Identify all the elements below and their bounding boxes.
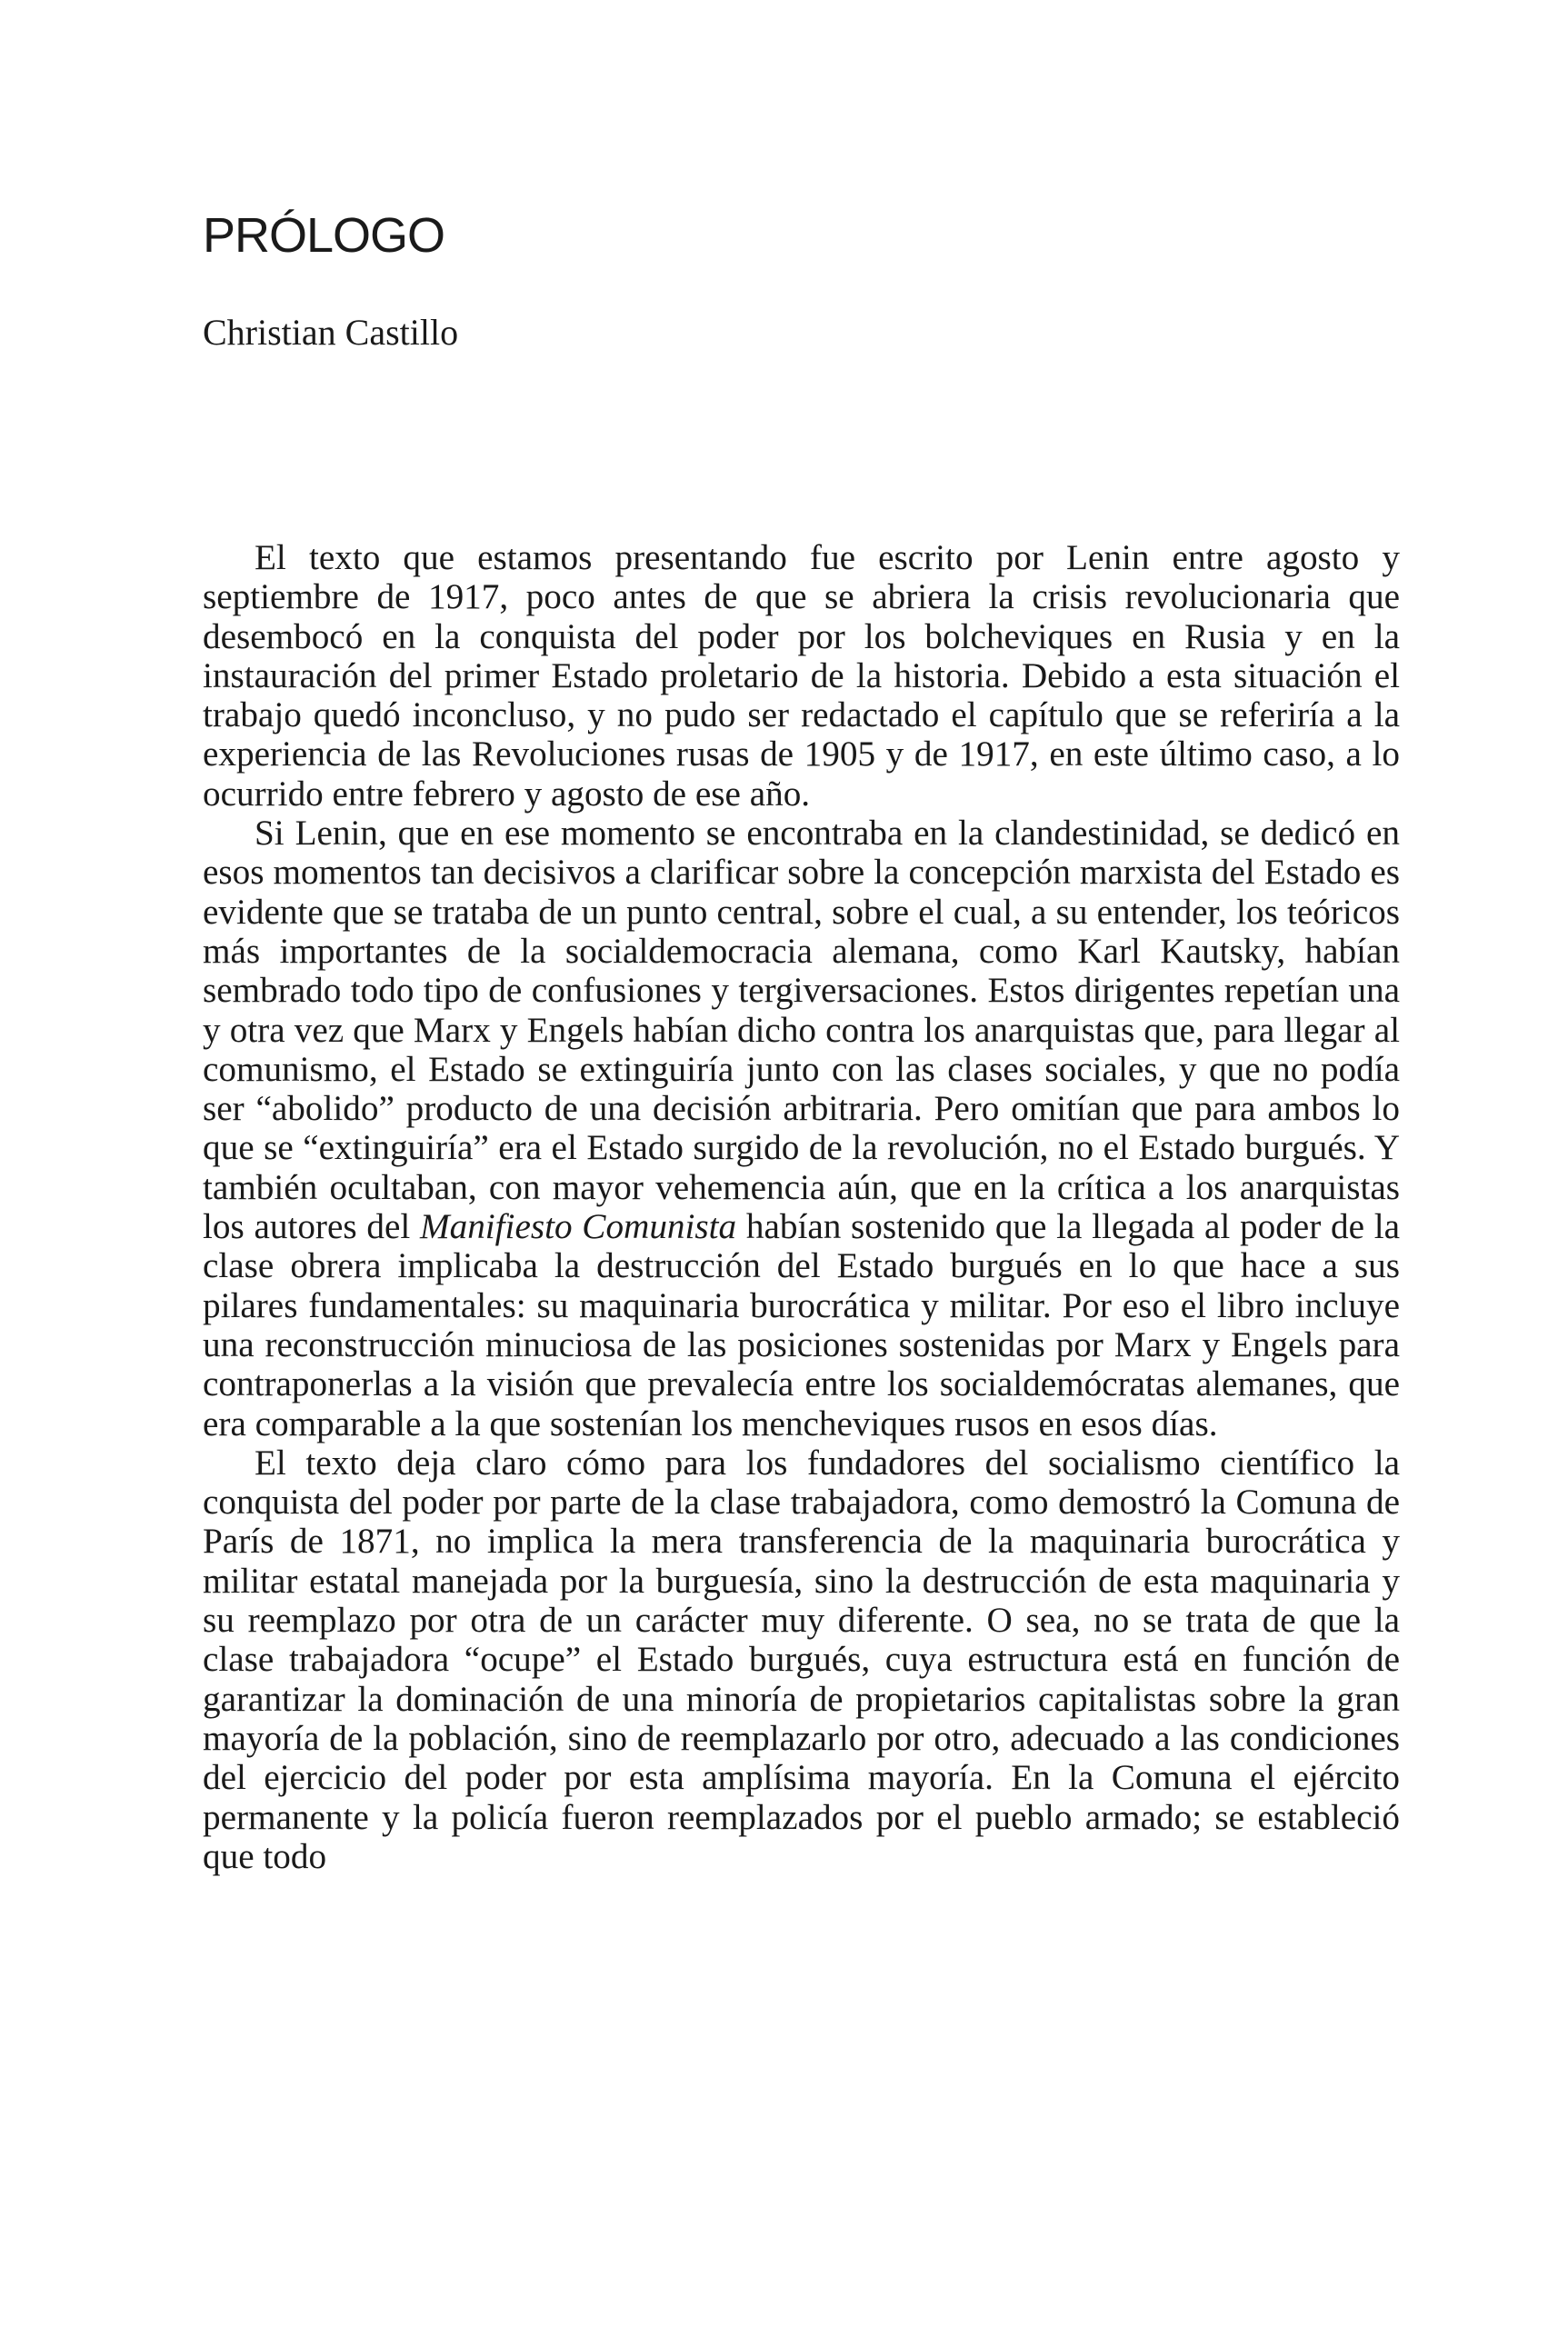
paragraph-1: El texto que estamos presentando fue escrito por Lenin entre agosto y septiembre de 1917, poco antes de que se abriera la crisis revolucionaria que desembocó en la conquista del poder por los bolcheviques en Rusia y en la instauración del primer Estado proletario de la historia. Debido a esta situación el trabajo quedó inconcluso, y no pudo ser redactado el capítulo que se referiría a la experiencia de las Revoluciones rusas de 1905 y de 1917, en este último caso, a lo ocurrido entre febrero y agosto de ese año. bbox=[203, 538, 1400, 814]
paragraph-3: El texto deja claro cómo para los fundadores del socialismo científico la conquista del poder por parte de la clase trabajadora, como demostró la Comuna de París de 1871, no implica la mera transferencia de la maquinaria burocrática y militar estatal manejada por la burguesía, sino la destrucción de esta maquinaria y su reemplazo por otra de un carácter muy diferente. O sea, no se trata de que la clase trabajadora “ocupe” el Estado burgués, cuya estructura está en función de garantizar la dominación de una minoría de propietarios capitalistas sobre la gran mayoría de la población, sino de reemplazarlo por otro, adecuado a las condiciones del ejercicio del poder por esta amplísima mayoría. En la Comuna el ejército permanente y la policía fueron reemplazados por el pueblo armado; se estableció que todo bbox=[203, 1443, 1400, 1876]
author-name: Christian Castillo bbox=[203, 312, 459, 353]
paragraph-2-text-after: habían sostenido que la llegada al poder de la clase obrera implicaba la destrucción del Estado burgués en lo que hace a sus pilares fundamentales: su maquinaria burocrática y militar. Por eso el libro incluye una reconstrucción minuciosa de las posiciones sostenidas por Marx y Engels para contraponerlas a la visión que prevalecía entre los socialdemócratas alemanes, que era comparable a la que sostenían los mencheviques rusos en esos días. bbox=[203, 1207, 1400, 1443]
chapter-heading: PRÓLOGO bbox=[203, 208, 445, 263]
paragraph-2 bbox=[203, 814, 1400, 1443]
paragraph-2-text-before: Si Lenin, que en ese momento se encontraba en la clandestinidad, se dedicó en esos momentos tan decisivos a clarificar sobre la concepción marxista del Estado es evidente que se trataba de un punto central, sobre el cual, a su entender, los teóricos más importantes de la socialdemocracia alemana, como Karl Kautsky, habían sembrado todo tipo de confusiones y tergiversaciones. Estos dirigentes repetían una y otra vez que Marx y Engels habían dicho contra los anarquistas que, para llegar al comunismo, el Estado se extinguiría junto con las clases sociales, y que no podía ser “abolido” producto de una decisión arbitraria. Pero omitían que para ambos lo que se “extinguiría” era el Estado surgido de la revolución, no el Estado burgués. Y también ocultaban, con mayor vehemencia aún, que en la crítica a los anarquistas los autores del bbox=[203, 814, 1400, 1247]
book-title-italic: Manifiesto Comunista bbox=[419, 1207, 737, 1247]
body-text bbox=[203, 538, 1400, 1876]
